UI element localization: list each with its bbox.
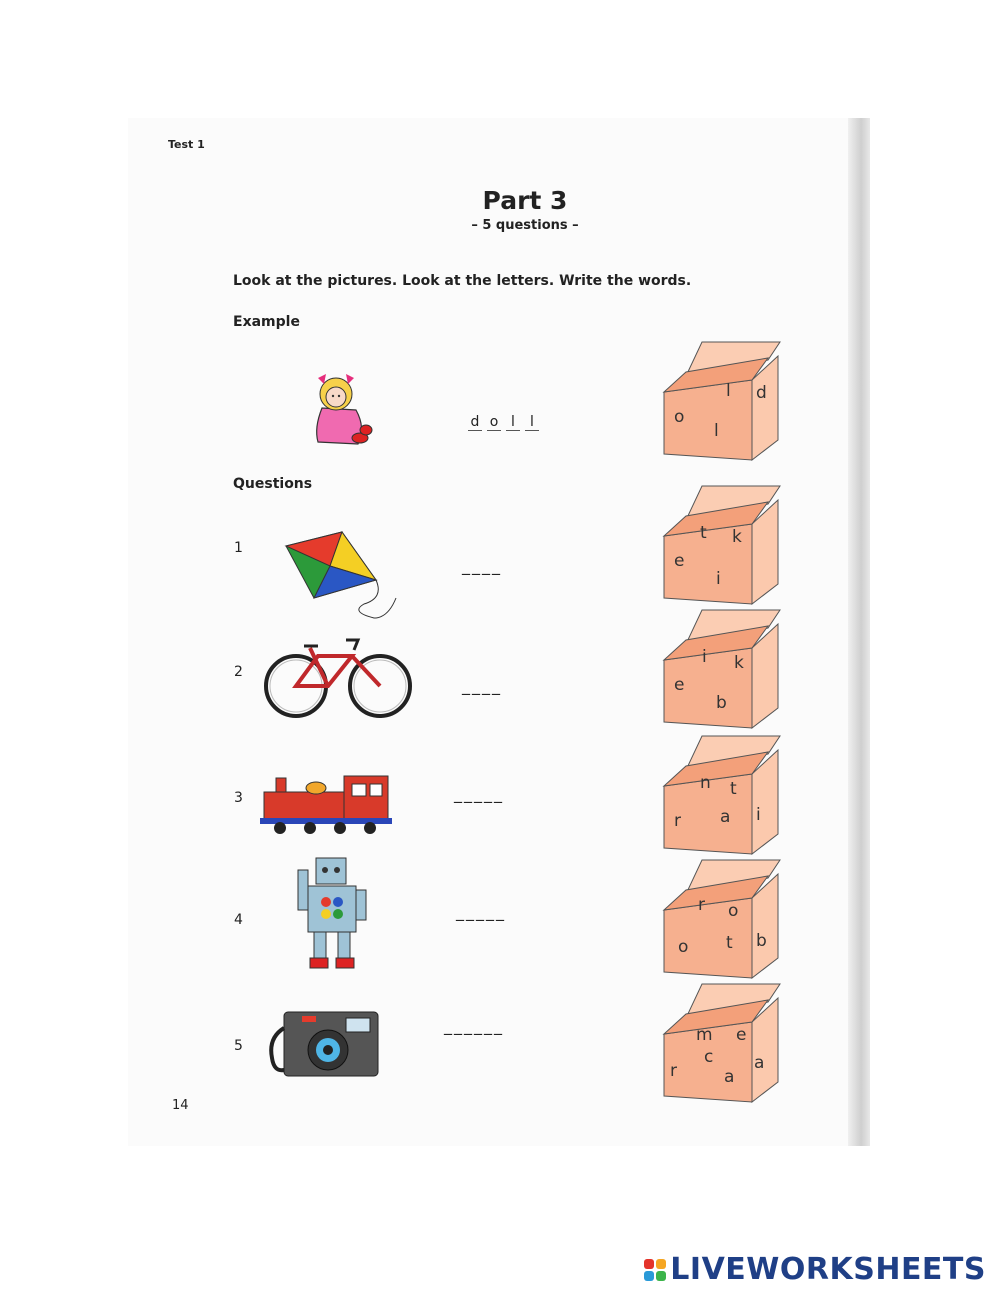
brand-name: LIVEWORKSHEETS bbox=[670, 1252, 986, 1287]
answer-blanks[interactable]: ______ bbox=[444, 1016, 504, 1035]
box-letter: b bbox=[716, 693, 727, 713]
letter-box-1 bbox=[656, 480, 786, 612]
box-letter: k bbox=[734, 653, 744, 673]
page-number: 14 bbox=[172, 1098, 189, 1113]
box-letter: i bbox=[702, 647, 707, 667]
box-letter: e bbox=[674, 675, 685, 695]
box-letter: i bbox=[716, 569, 721, 589]
answer-blanks[interactable]: _____ bbox=[456, 902, 506, 921]
letter-box-example bbox=[656, 336, 786, 468]
box-letter: r bbox=[670, 1061, 677, 1081]
question-number: 1 bbox=[234, 540, 243, 556]
robot-picture bbox=[296, 850, 370, 978]
box-letter: t bbox=[726, 933, 733, 953]
box-letter: n bbox=[700, 773, 711, 793]
answer-blanks[interactable]: ____ bbox=[462, 676, 502, 695]
box-letter: m bbox=[696, 1025, 713, 1045]
letter-box-5 bbox=[656, 978, 786, 1110]
example-answer bbox=[468, 414, 544, 431]
box-letter: c bbox=[704, 1047, 714, 1067]
brand-logo[interactable] bbox=[644, 1252, 986, 1287]
box-letter: e bbox=[736, 1025, 747, 1045]
camera-picture bbox=[266, 1008, 380, 1084]
letter-box-3 bbox=[656, 730, 786, 862]
letter-box-2 bbox=[656, 604, 786, 736]
test-label: Test 1 bbox=[168, 138, 205, 151]
doll-picture bbox=[300, 368, 378, 458]
example-letter: d bbox=[468, 414, 482, 431]
example-letter: o bbox=[487, 414, 501, 431]
box-letter: o bbox=[674, 407, 685, 427]
box-letter: d bbox=[756, 383, 767, 403]
box-letter: a bbox=[724, 1067, 735, 1087]
answer-blanks[interactable]: ____ bbox=[462, 556, 502, 575]
box-letter: l bbox=[726, 381, 731, 401]
question-number: 5 bbox=[234, 1038, 243, 1054]
box-letter: a bbox=[720, 807, 731, 827]
box-letter: o bbox=[728, 901, 739, 921]
box-letter: t bbox=[730, 779, 737, 799]
questions-heading: Questions bbox=[233, 476, 313, 492]
box-letter: e bbox=[674, 551, 685, 571]
answer-blanks[interactable]: _____ bbox=[454, 784, 504, 803]
instructions: Look at the pictures. Look at the letters. Write the words. bbox=[233, 273, 692, 289]
question-number: 4 bbox=[234, 912, 243, 928]
page-title: Part 3 bbox=[482, 186, 568, 215]
box-letter: b bbox=[756, 931, 767, 951]
page-subtitle: – 5 questions – bbox=[471, 218, 579, 233]
box-letter: i bbox=[756, 805, 761, 825]
question-number: 3 bbox=[234, 790, 243, 806]
brand-grid-icon bbox=[644, 1259, 666, 1281]
box-letter: t bbox=[700, 523, 707, 543]
bike-picture bbox=[262, 634, 414, 724]
example-letter: l bbox=[525, 414, 539, 431]
box-letter: l bbox=[714, 421, 719, 441]
example-heading: Example bbox=[233, 314, 300, 330]
box-letter: r bbox=[674, 811, 681, 831]
box-letter: a bbox=[754, 1053, 765, 1073]
kite-picture bbox=[284, 528, 414, 628]
box-letter: k bbox=[732, 527, 742, 547]
question-number: 2 bbox=[234, 664, 243, 680]
example-letter: l bbox=[506, 414, 520, 431]
letter-box-4 bbox=[656, 854, 786, 986]
page-binding-shadow bbox=[848, 118, 870, 1146]
box-letter: o bbox=[678, 937, 689, 957]
box-letter: r bbox=[698, 895, 705, 915]
train-picture bbox=[258, 770, 394, 840]
